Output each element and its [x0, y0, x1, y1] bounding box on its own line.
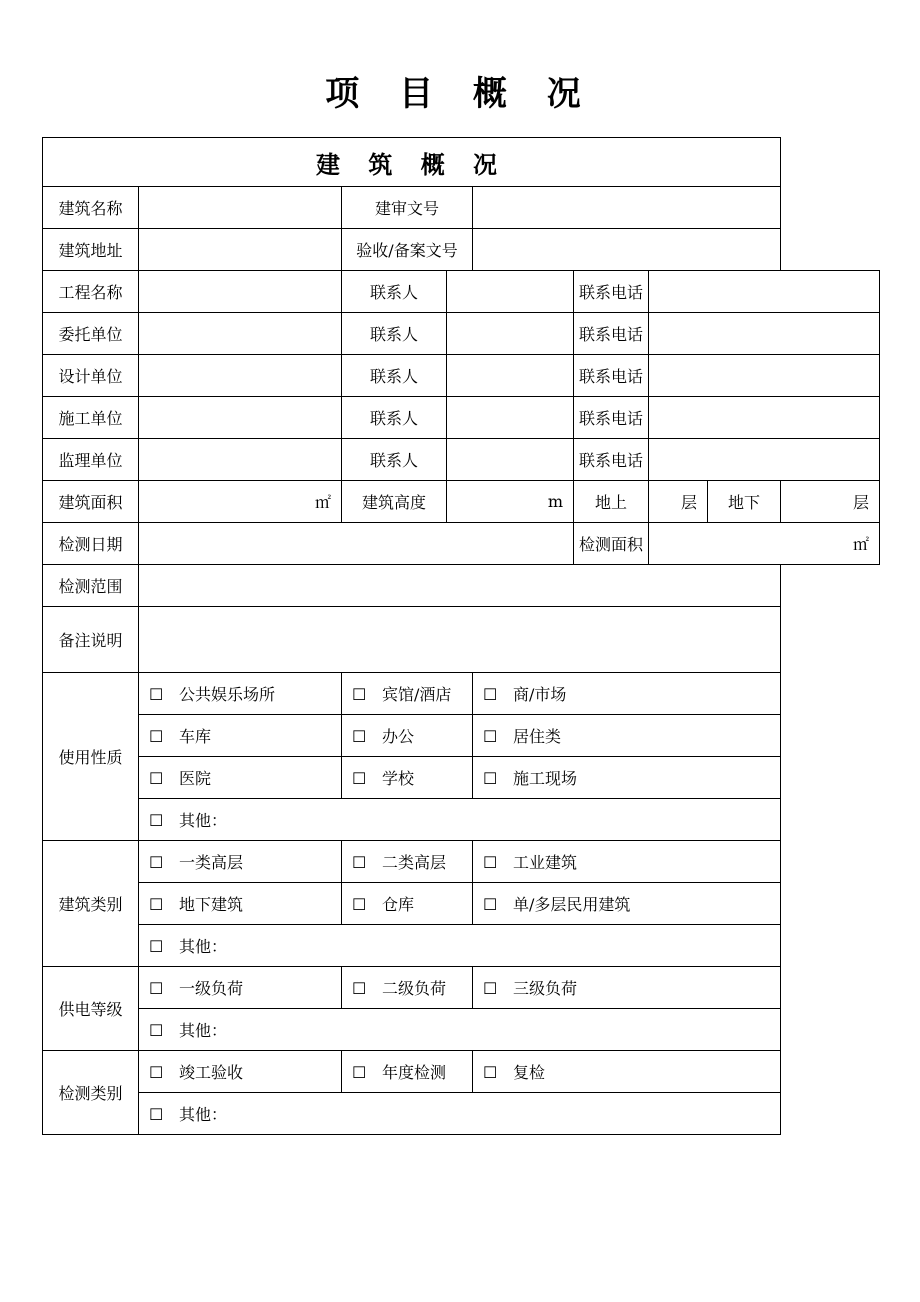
contact-phone-label: 联系电话 [574, 313, 649, 355]
below-ground-field[interactable]: 层 [781, 481, 880, 523]
checkbox-icon[interactable]: ☐ [149, 853, 164, 872]
contact-person-label: 联系人 [342, 271, 447, 313]
checkbox-icon[interactable]: ☐ [352, 853, 367, 872]
inspection-scope-field[interactable] [139, 565, 781, 607]
contact-person-field[interactable] [447, 271, 574, 313]
contact-phone-label: 联系电话 [574, 271, 649, 313]
building-height-field[interactable]: m [447, 481, 574, 523]
checkbox-icon[interactable]: ☐ [149, 727, 164, 746]
checkbox-icon[interactable]: ☐ [483, 1063, 498, 1082]
power-label: 供电等级 [43, 967, 139, 1051]
usage-option[interactable]: ☐ 施工现场 [473, 757, 781, 799]
contact-person-label: 联系人 [342, 355, 447, 397]
usage-other-option[interactable]: ☐ 其他： [139, 799, 781, 841]
inspection-type-option[interactable]: ☐ 复检 [473, 1051, 781, 1093]
usage-option[interactable]: ☐ 办公 [342, 715, 473, 757]
checkbox-icon[interactable]: ☐ [149, 769, 164, 788]
inspection-type-option[interactable]: ☐ 年度检测 [342, 1051, 473, 1093]
contact-person-label: 联系人 [342, 439, 447, 481]
category-option[interactable]: ☐ 一类高层 [139, 841, 342, 883]
checkbox-icon[interactable]: ☐ [483, 769, 498, 788]
category-label: 建筑类别 [43, 841, 139, 967]
usage-label: 使用性质 [43, 673, 139, 841]
section-title: 建 筑 概 况 [43, 138, 781, 187]
contact-person-label: 联系人 [342, 397, 447, 439]
construction-unit-label: 施工单位 [43, 397, 139, 439]
contact-person-field[interactable] [447, 355, 574, 397]
contact-phone-label: 联系电话 [574, 439, 649, 481]
category-option[interactable]: ☐ 仓库 [342, 883, 473, 925]
checkbox-icon[interactable]: ☐ [149, 979, 164, 998]
checkbox-icon[interactable]: ☐ [483, 895, 498, 914]
category-option[interactable]: ☐ 单/多层民用建筑 [473, 883, 781, 925]
checkbox-icon[interactable]: ☐ [149, 811, 164, 830]
checkbox-icon[interactable]: ☐ [149, 685, 164, 704]
category-other-option[interactable]: ☐ 其他： [139, 925, 781, 967]
building-overview-form [42, 137, 880, 1135]
checkbox-icon[interactable]: ☐ [149, 1105, 164, 1124]
acceptance-no-field[interactable] [473, 229, 781, 271]
construction-unit-field[interactable] [139, 397, 342, 439]
building-address-field[interactable] [139, 229, 342, 271]
checkbox-icon[interactable]: ☐ [483, 685, 498, 704]
contact-phone-field[interactable] [649, 313, 880, 355]
checkbox-icon[interactable]: ☐ [149, 1021, 164, 1040]
power-option[interactable]: ☐ 三级负荷 [473, 967, 781, 1009]
checkbox-icon[interactable]: ☐ [149, 1063, 164, 1082]
contact-person-field[interactable] [447, 397, 574, 439]
remarks-field[interactable] [139, 607, 781, 673]
project-name-label: 工程名称 [43, 271, 139, 313]
building-name-label: 建筑名称 [43, 187, 139, 229]
contact-person-field[interactable] [447, 313, 574, 355]
checkbox-icon[interactable]: ☐ [483, 727, 498, 746]
category-option[interactable]: ☐ 地下建筑 [139, 883, 342, 925]
client-unit-label: 委托单位 [43, 313, 139, 355]
contact-person-field[interactable] [447, 439, 574, 481]
inspection-date-label: 检测日期 [43, 523, 139, 565]
client-unit-field[interactable] [139, 313, 342, 355]
power-other-option[interactable]: ☐ 其他： [139, 1009, 781, 1051]
usage-option[interactable]: ☐ 公共娱乐场所 [139, 673, 342, 715]
building-area-field[interactable]: ㎡ [139, 481, 342, 523]
checkbox-icon[interactable]: ☐ [352, 979, 367, 998]
inspection-type-label: 检测类别 [43, 1051, 139, 1135]
power-option[interactable]: ☐ 二级负荷 [342, 967, 473, 1009]
usage-option[interactable]: ☐ 居住类 [473, 715, 781, 757]
building-address-label: 建筑地址 [43, 229, 139, 271]
above-ground-label: 地上 [574, 481, 649, 523]
inspection-area-label: 检测面积 [574, 523, 649, 565]
below-ground-label: 地下 [708, 481, 781, 523]
contact-phone-field[interactable] [649, 355, 880, 397]
supervision-unit-field[interactable] [139, 439, 342, 481]
contact-person-label: 联系人 [342, 313, 447, 355]
checkbox-icon[interactable]: ☐ [352, 895, 367, 914]
checkbox-icon[interactable]: ☐ [149, 937, 164, 956]
checkbox-icon[interactable]: ☐ [352, 769, 367, 788]
contact-phone-field[interactable] [649, 271, 880, 313]
project-name-field[interactable] [139, 271, 342, 313]
design-unit-field[interactable] [139, 355, 342, 397]
usage-option[interactable]: ☐ 商/市场 [473, 673, 781, 715]
usage-option[interactable]: ☐ 医院 [139, 757, 342, 799]
inspection-scope-label: 检测范围 [43, 565, 139, 607]
acceptance-no-label: 验收/备案文号 [342, 229, 473, 271]
usage-option[interactable]: ☐ 宾馆/酒店 [342, 673, 473, 715]
contact-phone-label: 联系电话 [574, 397, 649, 439]
checkbox-icon[interactable]: ☐ [352, 727, 367, 746]
building-name-field[interactable] [139, 187, 342, 229]
design-unit-label: 设计单位 [43, 355, 139, 397]
checkbox-icon[interactable]: ☐ [483, 853, 498, 872]
approval-no-label: 建审文号 [342, 187, 473, 229]
usage-option[interactable]: ☐ 车库 [139, 715, 342, 757]
contact-phone-field[interactable] [649, 397, 880, 439]
contact-phone-label: 联系电话 [574, 355, 649, 397]
checkbox-icon[interactable]: ☐ [352, 685, 367, 704]
checkbox-icon[interactable]: ☐ [483, 979, 498, 998]
building-area-label: 建筑面积 [43, 481, 139, 523]
inspection-type-option[interactable]: ☐ 竣工验收 [139, 1051, 342, 1093]
building-height-label: 建筑高度 [342, 481, 447, 523]
page-title: 项 目 概 况 [325, 74, 595, 114]
inspection-area-field[interactable]: ㎡ [649, 523, 880, 565]
inspection-date-field[interactable] [139, 523, 574, 565]
category-option[interactable]: ☐ 二类高层 [342, 841, 473, 883]
remarks-label: 备注说明 [43, 607, 139, 673]
checkbox-icon[interactable]: ☐ [352, 1063, 367, 1082]
supervision-unit-label: 监理单位 [43, 439, 139, 481]
usage-option[interactable]: ☐ 学校 [342, 757, 473, 799]
contact-phone-field[interactable] [649, 439, 880, 481]
category-option[interactable]: ☐ 工业建筑 [473, 841, 781, 883]
checkbox-icon[interactable]: ☐ [149, 895, 164, 914]
above-ground-field[interactable]: 层 [649, 481, 708, 523]
inspection-type-other-option[interactable]: ☐ 其他： [139, 1093, 781, 1135]
power-option[interactable]: ☐ 一级负荷 [139, 967, 342, 1009]
approval-no-field[interactable] [473, 187, 781, 229]
